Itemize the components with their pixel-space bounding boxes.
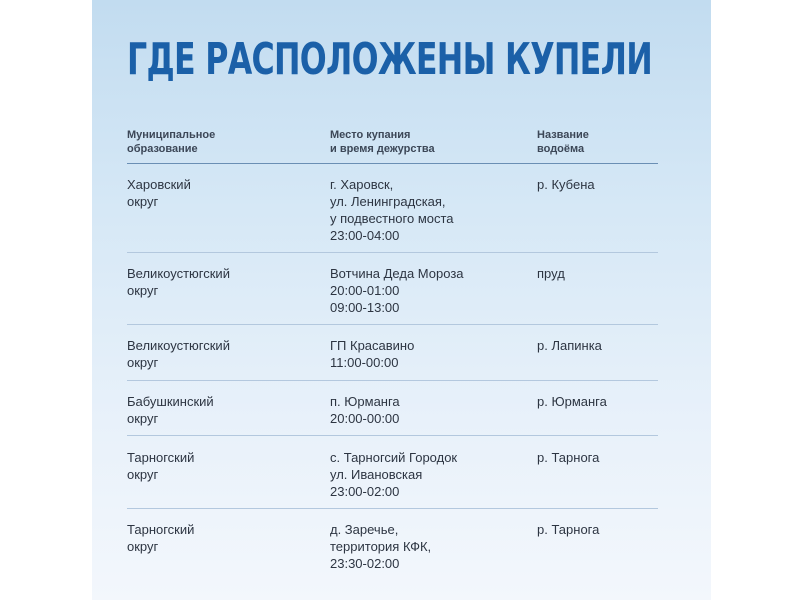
table-row	[127, 393, 658, 436]
municipality-cell: Бабушкинский округ	[127, 394, 214, 426]
page-title: ГДЕ РАСПОЛОЖЕНЫ КУПЕЛИ	[127, 34, 653, 85]
table-row	[127, 176, 658, 253]
water-body-cell: р. Кубена	[537, 177, 595, 192]
table-header	[127, 128, 658, 164]
municipality-cell: Великоустюгский округ	[127, 338, 230, 370]
infographic-card	[92, 0, 711, 600]
water-body-cell: р. Тарнога	[537, 450, 600, 465]
place-time-cell: Вотчина Деда Мороза 20:00-01:00 09:00-13:00	[330, 266, 464, 315]
table-row	[127, 337, 658, 381]
water-body-cell: пруд	[537, 266, 565, 281]
place-time-cell: ГП Красавино 11:00-00:00	[330, 338, 415, 370]
place-time-cell: с. Тарногсий Городок ул. Ивановская 23:00-02:00	[330, 450, 458, 499]
table-row	[127, 521, 658, 579]
column-header-place-time: Место купания и время дежурства	[330, 129, 435, 155]
place-time-cell: п. Юрманга 20:00-00:00	[330, 394, 400, 426]
table-row	[127, 265, 658, 325]
table-row	[127, 449, 658, 509]
municipality-cell: Великоустюгский округ	[127, 266, 230, 298]
water-body-cell: р. Лапинка	[537, 338, 602, 353]
place-time-cell: д. Заречье, территория КФК, 23:30-02:00	[330, 522, 432, 571]
column-header-water: Название водоёма	[537, 129, 589, 155]
column-header-municipality: Муниципальное образование	[127, 129, 216, 155]
place-time-cell: г. Харовск, ул. Ленинградская, у подвестного моста 23:00-04:00	[330, 177, 454, 243]
water-body-cell: р. Тарнога	[537, 522, 600, 537]
water-body-cell: р. Юрманга	[537, 394, 607, 409]
municipality-cell: Харовский округ	[127, 177, 191, 209]
municipality-cell: Тарногский округ	[127, 522, 195, 554]
municipality-cell: Тарногский округ	[127, 450, 195, 482]
